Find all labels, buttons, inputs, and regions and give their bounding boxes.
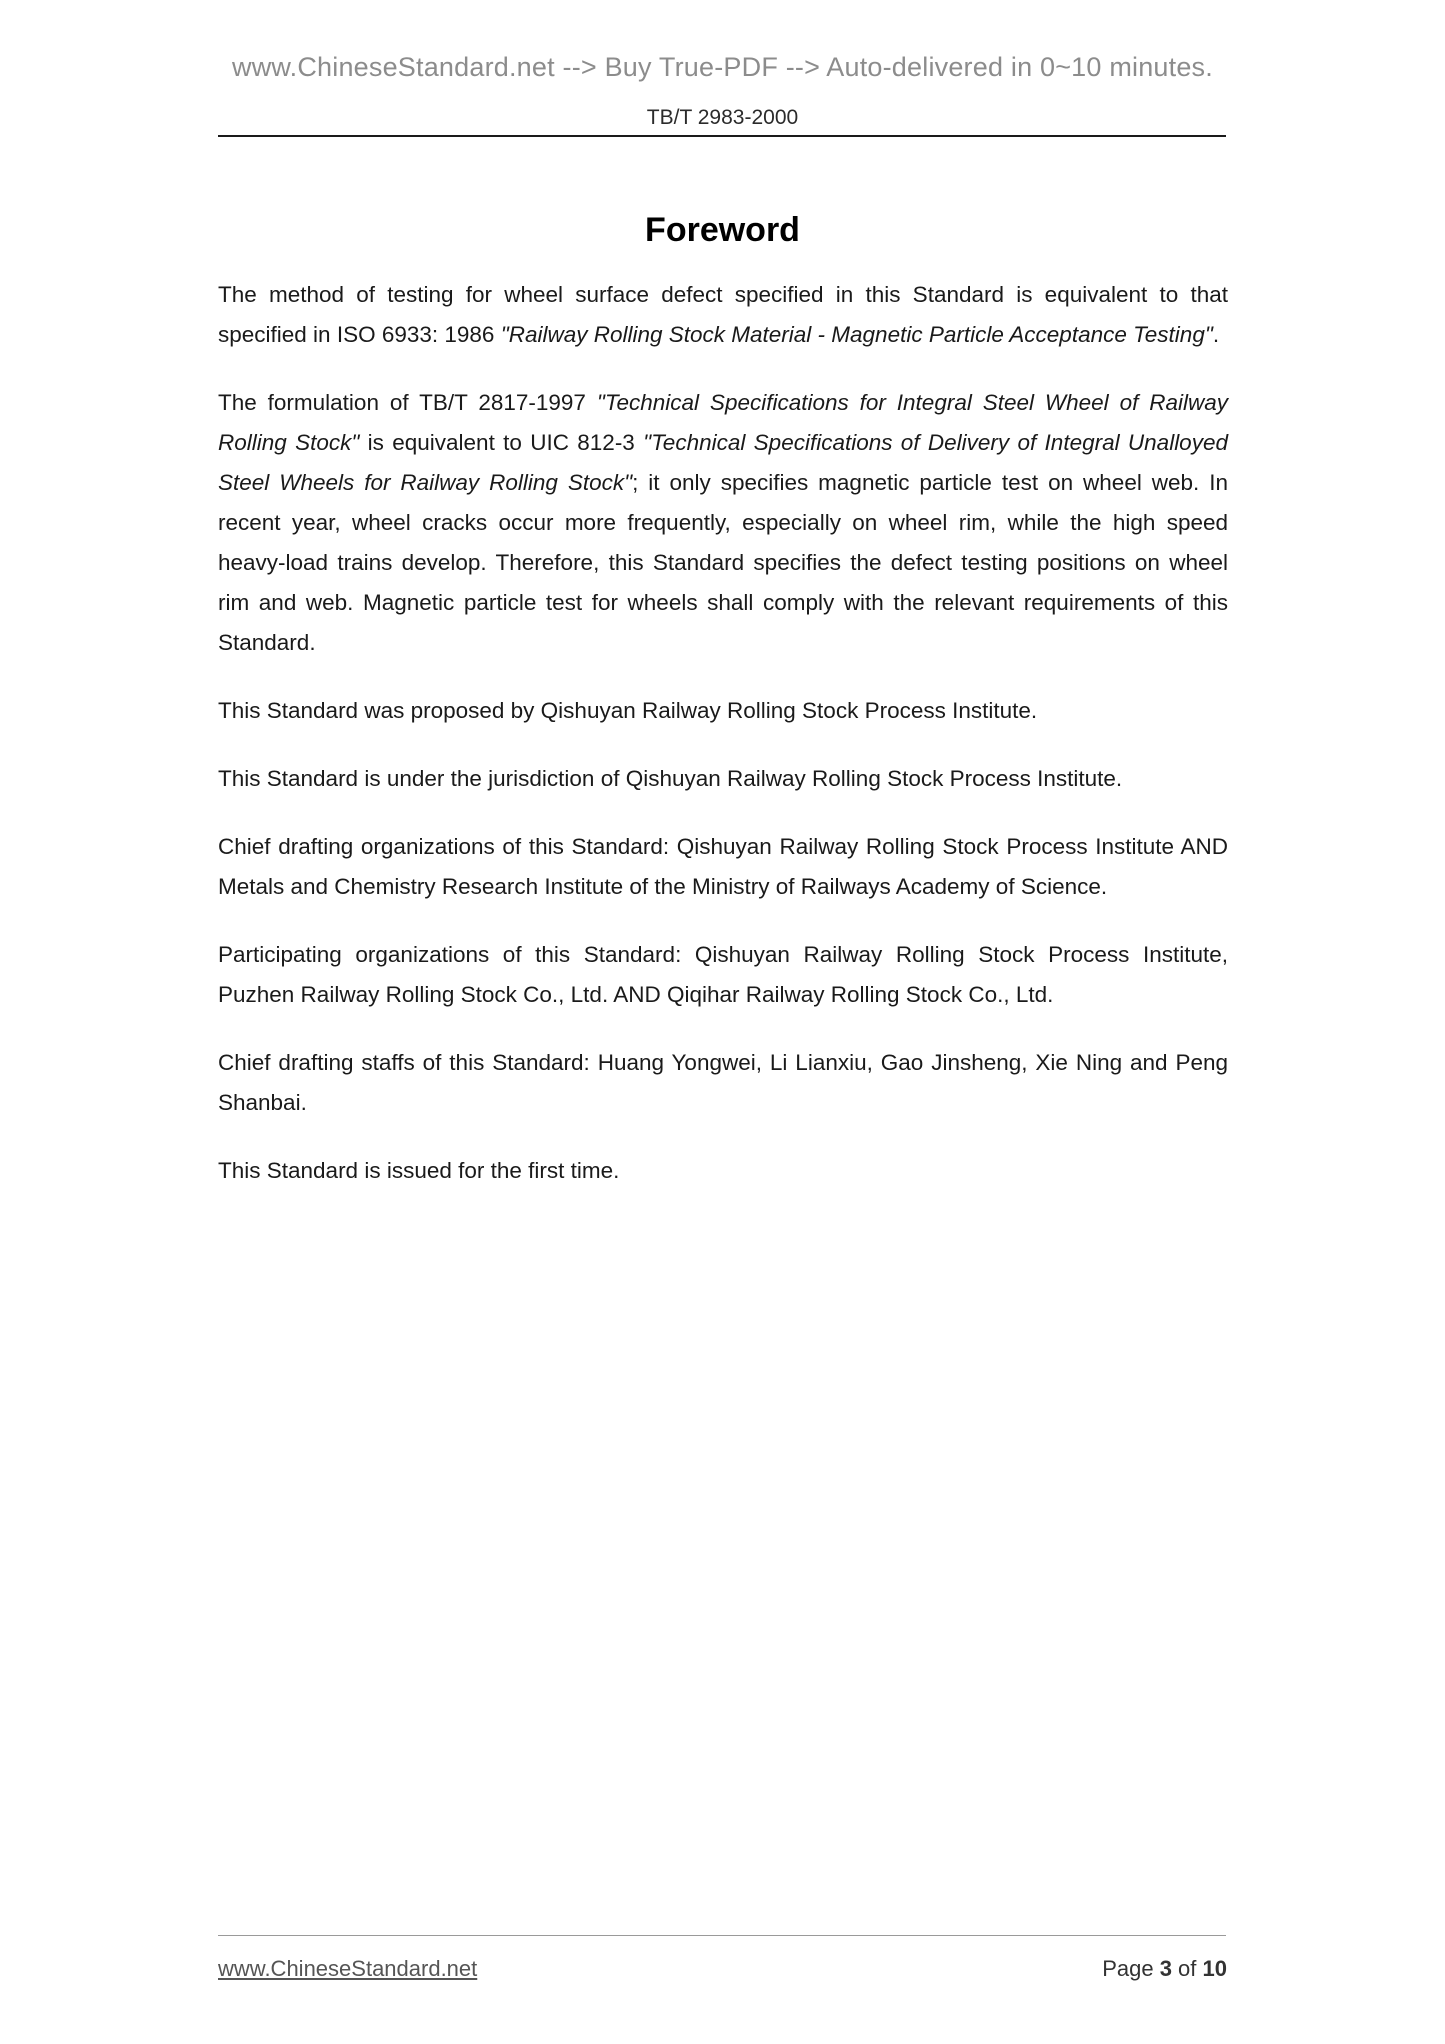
page-indicator-total: 10 — [1202, 1956, 1227, 1981]
body-text: The method of testing for wheel surface defect specified in this Standard is equivalent to that specified in ISO 6933: 1986 — [218, 282, 1228, 347]
emphasis-text: "Technical Specifications for Integral Steel Wheel of Railway Rolling Stock" — [218, 390, 1228, 455]
page-indicator-prefix: Page — [1102, 1956, 1160, 1981]
paragraph — [218, 275, 1228, 355]
body-text: ; it only specifies magnetic particle test on wheel web. In recent year, wheel cracks occur more frequently, especially on wheel rim, while the high speed heavy-load trains develop. Therefore, this Standard specifies the defect testing positions on wheel rim and web. Magnetic particle test for wheels shall comply with the relevant requirements of this Standard. — [218, 470, 1229, 655]
page-indicator — [1102, 1956, 1227, 1982]
document-body — [218, 275, 1228, 1219]
page-indicator-middle: of — [1171, 1956, 1203, 1981]
body-text: This Standard is under the jurisdiction of Qishuyan Railway Rolling Stock Process Institute. — [218, 766, 1123, 791]
body-text: This Standard was proposed by Qishuyan Railway Rolling Stock Process Institute. — [218, 698, 1038, 723]
paragraph — [218, 759, 1228, 799]
body-text: Chief drafting staffs of this Standard: Huang Yongwei, Li Lianxiu, Gao Jinsheng, Xie Ning and Peng Shanbai. — [218, 1050, 1228, 1115]
body-text: Participating organizations of this Standard: Qishuyan Railway Rolling Stock Process Institute, Puzhen Railway Rolling Stock Co., Ltd. AND Qiqihar Railway Rolling Stock Co., Ltd. — [218, 942, 1228, 1007]
body-text: Chief drafting organizations of this Standard: Qishuyan Railway Rolling Stock Process Institute AND Metals and Chemistry Research Institute of the Ministry of Railways Academy of Science. — [218, 834, 1228, 899]
paragraph — [218, 1043, 1228, 1123]
emphasis-text: "Railway Rolling Stock Material - Magnetic Particle Acceptance Testing" — [500, 322, 1213, 347]
paragraph — [218, 383, 1228, 663]
emphasis-text: "Technical Specifications of Delivery of Integral Unalloyed Steel Wheels for Railway Rolling Stock" — [218, 430, 1228, 495]
paragraph — [218, 827, 1228, 907]
promo-watermark: www.ChineseStandard.net --> Buy True-PDF --> Auto-delivered in 0~10 minutes. — [232, 52, 1213, 82]
footer-divider — [218, 1935, 1226, 1936]
paragraph — [218, 1151, 1228, 1191]
body-text: is equivalent to UIC 812-3 — [359, 430, 644, 455]
paragraph — [218, 935, 1228, 1015]
body-text: This Standard is issued for the first time. — [218, 1158, 620, 1183]
footer-site-link[interactable]: www.ChineseStandard.net — [218, 1956, 478, 1981]
standard-code: TB/T 2983-2000 — [646, 106, 799, 129]
paragraph — [218, 691, 1228, 731]
header-divider — [218, 135, 1226, 137]
page-title: Foreword — [645, 210, 800, 249]
page-indicator-current: 3 — [1159, 1956, 1172, 1981]
body-text: The formulation of TB/T 2817-1997 — [218, 390, 597, 415]
body-text: . — [1212, 322, 1220, 347]
